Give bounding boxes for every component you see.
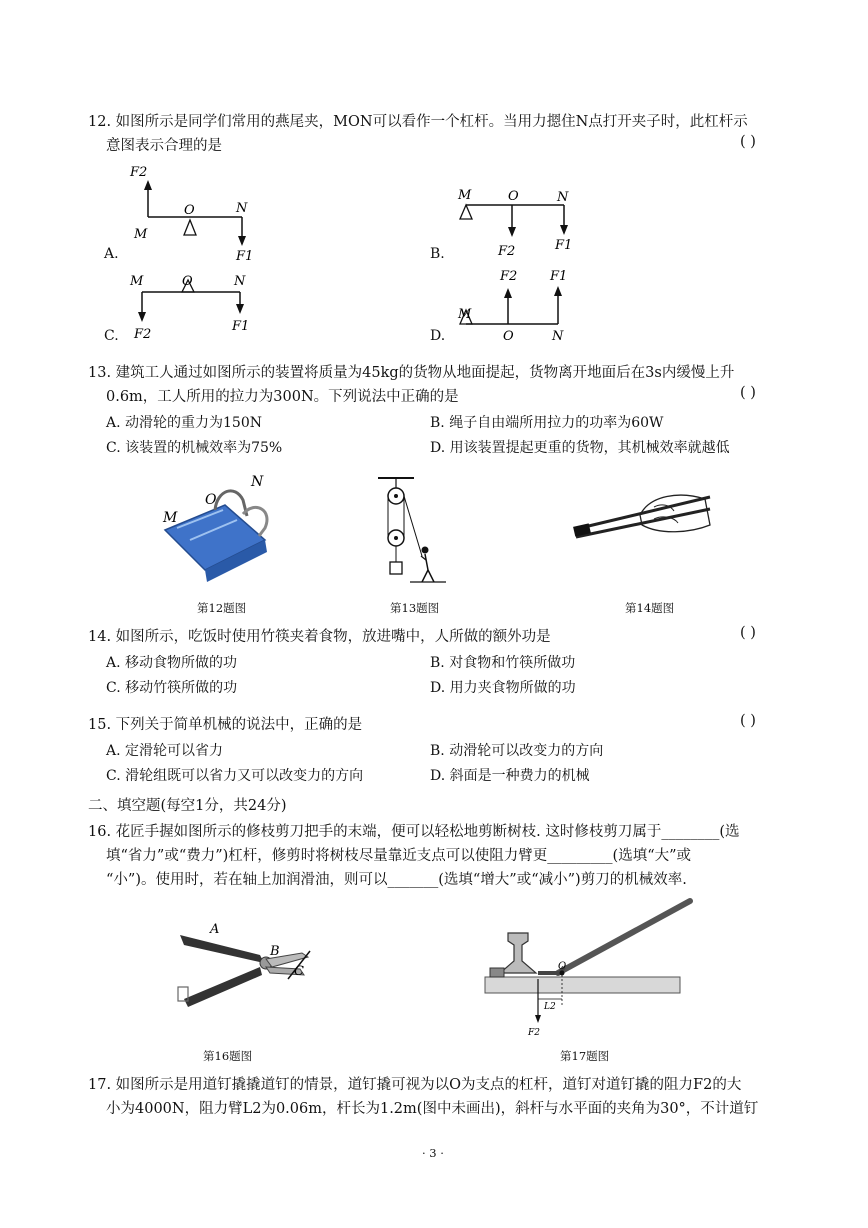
label-f1: F1	[236, 249, 254, 264]
binder-clip-figure	[155, 470, 295, 585]
q15-answer-paren: ( )	[740, 713, 756, 729]
cargo-box	[390, 562, 402, 574]
fig12-caption: 第12题图	[197, 601, 247, 615]
fulcrum-icon	[460, 205, 472, 219]
q12-option-c-label: C.	[104, 328, 119, 344]
q13-answer-paren: ( )	[740, 385, 756, 401]
arrowhead	[238, 236, 246, 246]
q14-option-d: D. 用力夹食物所做的功	[430, 680, 576, 696]
label-o: O	[182, 274, 193, 289]
chopsticks-figure	[570, 485, 720, 550]
fig13-caption: 第13题图	[390, 601, 440, 615]
lever-bar	[558, 901, 690, 973]
label-f1: F1	[232, 319, 250, 334]
arrowhead	[144, 180, 152, 190]
label-m: M	[458, 188, 472, 203]
label-b: B	[270, 944, 280, 959]
label-o: O	[503, 329, 514, 344]
q16-line3: “小”)。使用时，若在轴上加润滑油，则可以_______(选填“增大”或“减小”)剪刀的机械效率.	[106, 872, 687, 888]
label-f2: F2	[134, 327, 152, 342]
label-m: M	[163, 510, 178, 526]
q12-option-a-diagram	[100, 160, 300, 265]
q12-option-b-label: B.	[430, 246, 445, 262]
q15-option-b: B. 动滑轮可以改变力的方向	[430, 743, 604, 759]
rail-icon	[500, 933, 536, 973]
q13-line1: 13. 建筑工人通过如图所示的装置将质量为45kg的货物从地面提起，货物离开地面后在3s内缓慢上升	[88, 365, 735, 381]
label-f1: F1	[555, 238, 573, 253]
q12-option-b-diagram	[440, 183, 600, 263]
label-m: M	[458, 307, 472, 322]
label-f1: F1	[550, 269, 568, 284]
label-n: N	[251, 474, 264, 490]
spike-puller-figure	[480, 895, 700, 1045]
label-l2: L2	[544, 1002, 556, 1012]
q13-option-c: C. 该装置的机械效率为75%	[106, 440, 283, 456]
q13-option-d: D. 用该装置提起更重的货物，其机械效率就越低	[430, 440, 730, 456]
q13-option-a: A. 动滑轮的重力为150N	[106, 415, 262, 431]
q14-line1: 14. 如图所示，吃饭时使用竹筷夹着食物，放进嘴中，人所做的额外功是	[88, 629, 551, 645]
arrowhead	[554, 286, 562, 296]
shears-handle	[180, 935, 264, 963]
q15-option-a: A. 定滑轮可以省力	[106, 743, 224, 759]
q12-line2: 意图表示合理的是	[106, 138, 222, 154]
q12-option-d-diagram	[440, 262, 600, 344]
q12-option-c-diagram	[100, 268, 300, 343]
label-n: N	[552, 329, 564, 344]
pulley-figure	[370, 476, 450, 586]
label-n: N	[234, 274, 246, 289]
arrowhead	[535, 1015, 541, 1023]
label-f: F2	[130, 165, 148, 180]
label-a: A	[210, 922, 220, 937]
label-f2: F2	[528, 1028, 540, 1038]
q13-line2: 0.6m，工人所用的拉力为300N。下列说法中正确的是	[106, 389, 459, 405]
label-o: O	[508, 189, 519, 204]
q14-option-c: C. 移动竹筷所做的功	[106, 680, 238, 696]
worker-icon	[422, 547, 429, 554]
q16-line2: 填“省力”或“费力”)杠杆，修剪时将树枝尽量靠近支点可以使阻力臂更_________(选填“大”或	[106, 848, 692, 864]
fig16-caption: 第16题图	[203, 1049, 253, 1063]
label-f2: F2	[500, 269, 518, 284]
q17-line1: 17. 如图所示是用道钉撬撬道钉的情景，道钉撬可视为以O为支点的杠杆，道钉对道钉撬的阻力F2的大	[88, 1077, 742, 1093]
q14-answer-paren: ( )	[740, 625, 756, 641]
fig14-caption: 第14题图	[625, 601, 675, 615]
q12-option-a-label: A.	[104, 246, 119, 262]
arrowhead	[138, 312, 146, 322]
q12-option-d-label: D.	[430, 328, 446, 344]
sleeper	[485, 977, 680, 993]
q13-option-b: B. 绳子自由端所用拉力的功率为60W	[430, 415, 664, 431]
label-o: O	[184, 203, 195, 218]
label-c: C	[294, 964, 304, 979]
q12-line1: 12. 如图所示是同学们常用的燕尾夹，MON可以看作一个杠杆。当用力摁住N点打开夹子时，此杠杆示	[88, 114, 748, 130]
label-o: O	[205, 492, 217, 508]
section-heading: 二、填空题(每空1分，共24分)	[88, 798, 287, 814]
q14-option-a: A. 移动食物所做的功	[106, 655, 238, 671]
arrowhead	[560, 225, 568, 235]
arrowhead	[236, 304, 244, 314]
label-m: M	[134, 227, 148, 242]
spike-head	[490, 968, 504, 977]
fulcrum-icon	[184, 220, 196, 235]
q15-option-c: C. 滑轮组既可以省力又可以改变力的方向	[106, 768, 364, 784]
label-n: N	[557, 190, 569, 205]
label-o: O	[558, 961, 567, 972]
q12-answer-paren: ( )	[740, 134, 756, 150]
q16-line1: 16. 花匠手握如图所示的修枝剪刀把手的末端，便可以轻松地剪断树枝. 这时修枝剪刀属于________(选	[88, 824, 740, 840]
q14-option-b: B. 对食物和竹筷所做功	[430, 655, 576, 671]
label-m: M	[130, 274, 144, 289]
q17-line2: 小为4000N，阻力臂L2为0.06m，杆长为1.2m(图中未画出)，斜杆与水平面的夹角为30°，不计道钉	[106, 1101, 759, 1117]
label-n: N	[236, 201, 248, 216]
q15-option-d: D. 斜面是一种费力的机械	[430, 768, 590, 784]
shears-handle	[184, 967, 262, 1007]
fig17-caption: 第17题图	[560, 1049, 610, 1063]
arrowhead	[504, 288, 512, 298]
label-f2: F2	[498, 244, 516, 259]
q15-line1: 15. 下列关于简单机械的说法中，正确的是	[88, 717, 363, 733]
pruning-shears-figure	[170, 915, 320, 1015]
arrowhead	[508, 227, 516, 237]
page-number: · 3 ·	[422, 1146, 444, 1160]
